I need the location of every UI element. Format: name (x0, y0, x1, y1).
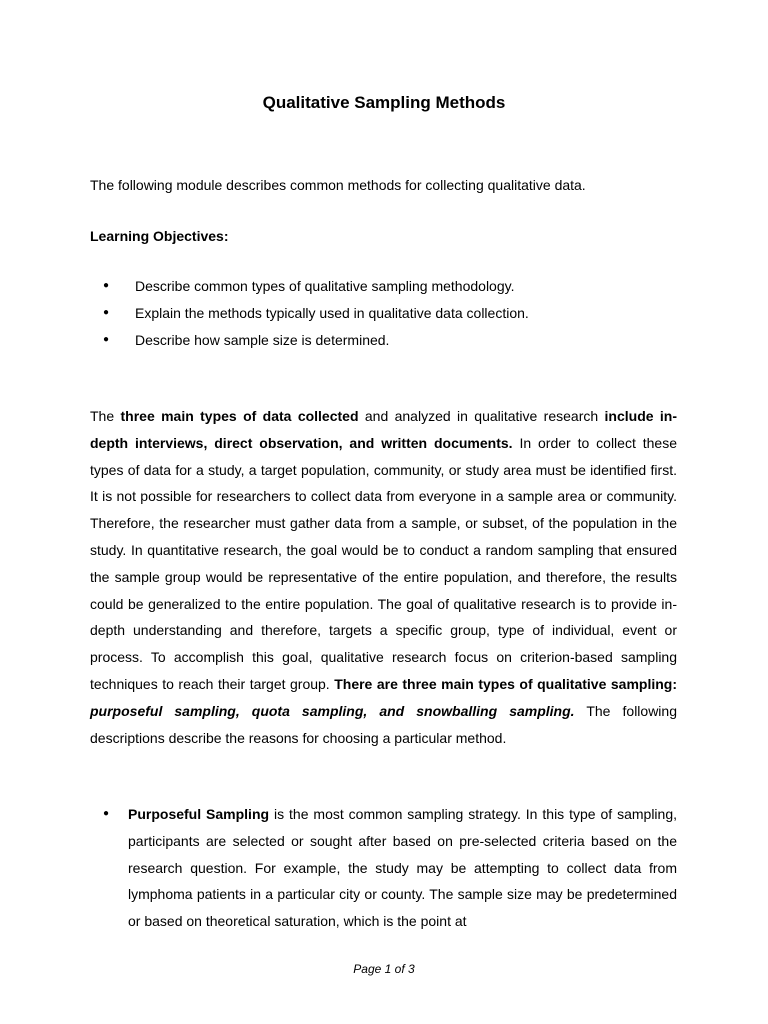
objective-text: Describe how sample size is determined. (135, 332, 390, 348)
paragraph-text: In order to collect these types of data for a study, a target population, community, or study area must be identified first. It is not possible for researchers to collect data from everyone in a sample area or community. Therefore, the researcher must gather data from a sample, or subset, of the population in the study. In quantitative research, the goal would be to conduct a random sampling that ensured the sample group would be representative of the entire population, and therefore, the results could be generalized to the entire population. The goal of qualitative research is to provide in-depth understanding and therefore, targets a specific group, type of individual, event or process. To accomplish this goal, qualitative research focus on criterion-based sampling techniques to reach their target group. (90, 434, 677, 692)
objectives-heading: Learning Objectives: (90, 228, 229, 244)
intro-text: The following module describes common methods for collecting qualitative data. (90, 177, 586, 193)
objectives-list (90, 275, 690, 356)
paragraph-text: The following descriptions describe the reasons for choosing a particular method. (90, 702, 677, 746)
list-item (90, 329, 690, 356)
main-paragraph (90, 403, 677, 751)
bullet-icon: ● (103, 334, 110, 345)
list-item (90, 801, 677, 935)
bullet-icon: ● (103, 280, 110, 291)
page-title: Qualitative Sampling Methods (262, 93, 506, 112)
paragraph-bold-text: include in-depth interviews, direct observation, and written documents. (90, 408, 678, 451)
list-item (90, 302, 690, 329)
paragraph-text: and analyzed in qualitative research (358, 408, 605, 424)
method-description: is the most common sampling strategy. In this type of sampling, participants are selected or sought after based on pre-selected criteria based on the research question. For example, the study may be attempting to collect data from lymphoma patients in a particular city or county. The sample size may be predetermined or based on theoretical saturation, which is the point at (128, 806, 678, 930)
paragraph-text: The (90, 408, 121, 424)
objective-text: Describe common types of qualitative sampling methodology. (135, 278, 515, 294)
bullet-icon: ● (103, 808, 110, 819)
list-item (90, 275, 690, 302)
paragraph-bold-italic-text: purposeful sampling, quota sampling, and snowballing sampling. (90, 702, 575, 719)
page-footer: Page 1 of 3 (353, 962, 415, 976)
paragraph-bold-text: three main types of data collected (120, 408, 359, 424)
objective-text: Explain the methods typically used in qualitative data collection. (135, 305, 529, 321)
method-name: Purposeful Sampling (128, 806, 270, 822)
methods-list (90, 801, 677, 935)
bullet-icon: ● (103, 307, 110, 318)
paragraph-bold-text: There are three main types of qualitative sampling: (334, 675, 677, 692)
